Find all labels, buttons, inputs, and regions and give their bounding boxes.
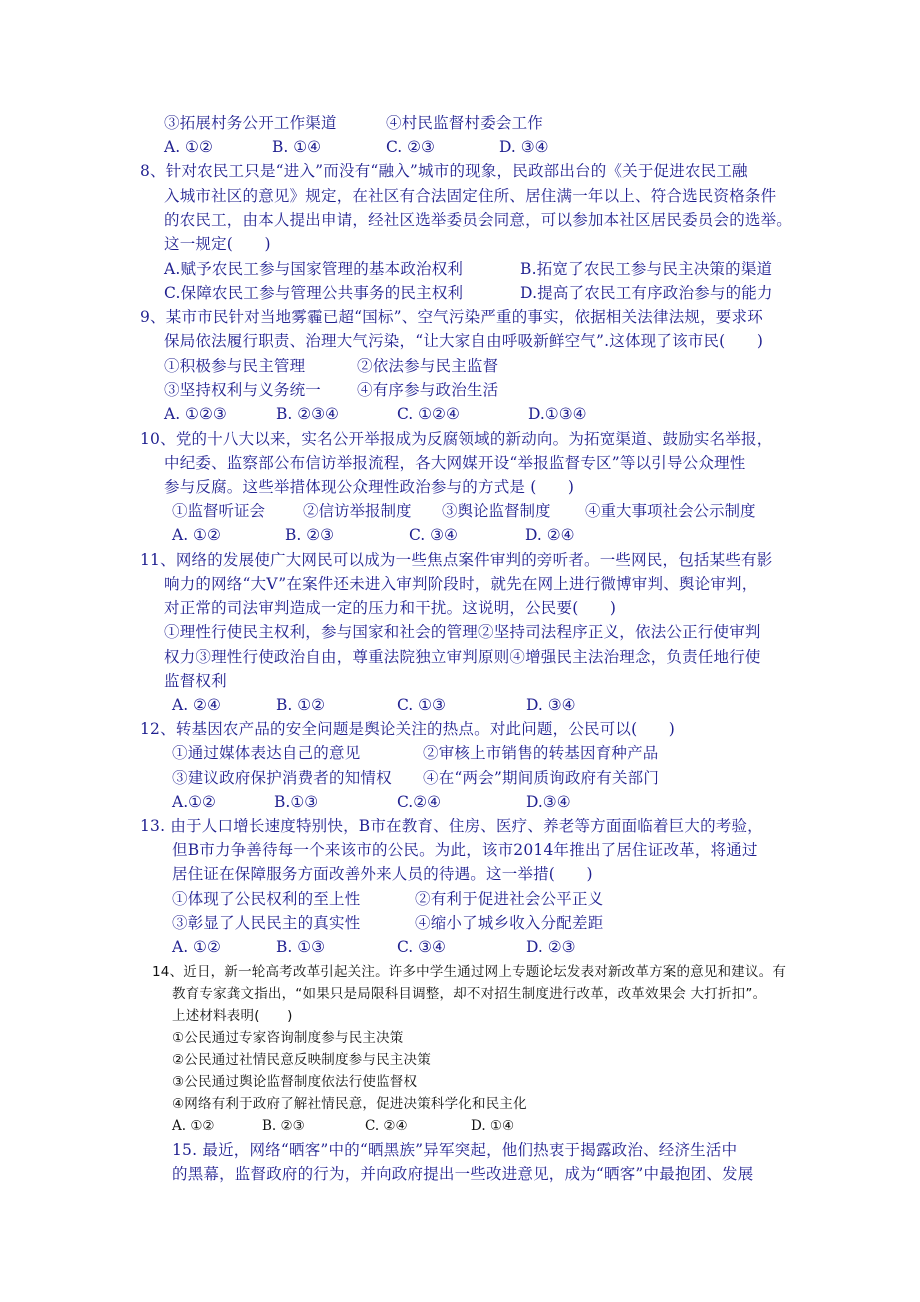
q7-item-3: ③拓展村务公开工作渠道 (164, 114, 337, 132)
q14-option-d: D. ①④ (471, 1118, 515, 1134)
q11-line: 监督权利 (164, 672, 227, 690)
q8-line: 入城市社区的意见》规定，在社区有合法固定住所、居住满一年以上、符合选民资格条件 (164, 187, 777, 205)
q10-line: 参与反腐。这些举措体现公众理性政治参与的方式是 ( ) (164, 478, 575, 496)
q14-option-c: C. ②④ (365, 1118, 408, 1134)
q11-option-c: C. ①③ (397, 696, 446, 714)
q8-option-a: A.赋予农民工参与国家管理的基本政治权利 (164, 260, 464, 278)
q11-line: 权力③理性行使政治自由，尊重法院独立审判原则④增强民主法治理念，负责任地行使 (164, 648, 761, 666)
q14-item-2: ②公民通过社情民意反映制度参与民主决策 (172, 1052, 431, 1068)
q9-line: 保局依法履行职责、治理大气污染，“让大家自由呼吸新鲜空气”.这体现了该市民( ) (164, 332, 764, 350)
q9-option-c: C. ①②④ (397, 405, 460, 423)
q12-item-1: ①通过媒体表达自己的意见 (172, 744, 361, 762)
q14-line: 教育专家龚文指出，“如果只是局限科目调整，却不对招生制度进行改革，改革效果会 大打折扣”。 (172, 986, 767, 1002)
q14-item-4: ④网络有利于政府了解社情民意，促进决策科学化和民主化 (172, 1096, 527, 1112)
q9-item-2: ②依法参与民主监督 (357, 357, 499, 375)
q13-line: 居住证在保障服务方面改善外来人员的待遇。这一举措( ) (172, 865, 593, 883)
q12-option-b: B.①③ (274, 793, 319, 811)
q11-line: 响力的网络“大V”在案件还未进入审判阶段时，就先在网上进行微博审判、舆论审判， (164, 575, 758, 593)
q15-line: 15. 最近，网络“晒客”中的“晒黑族”异军突起，他们热衷于揭露政治、经济生活中 (172, 1141, 738, 1159)
q12-item-2: ②审核上市销售的转基因育种产品 (423, 744, 659, 762)
q13-line: 但B市力争善待每一个来该市的公民。为此，该市2014年推出了居住证改革，将通过 (172, 841, 758, 859)
q13-item-3: ③彰显了人民民主的真实性 (172, 914, 361, 932)
q14-item-1: ①公民通过专家咨询制度参与民主决策 (172, 1030, 404, 1046)
q10-line: 中纪委、监察部公布信访举报流程，各大网媒开设“举报监督专区”等以引导公众理性 (164, 454, 746, 472)
q9-option-d: D.①③④ (528, 405, 587, 423)
q11-option-d: D. ③④ (526, 696, 576, 714)
q9-option-b: B. ②③④ (276, 405, 339, 423)
q7-option-a: A. ①② (164, 138, 213, 156)
q9-item-3: ③坚持权利与义务统一 (164, 381, 322, 399)
q11-option-b: B. ①② (276, 696, 326, 714)
q13-item-4: ④缩小了城乡收入分配差距 (415, 914, 604, 932)
q8-line: 的农民工，由本人提出申请，经社区选举委员会同意，可以参加本社区居民委员会的选举。 (164, 211, 793, 229)
q14-option-a: A. ①② (172, 1118, 215, 1134)
q13-item-2: ②有利于促进社会公平正义 (415, 890, 604, 908)
q7-item-4: ④村民监督村委会工作 (386, 114, 544, 132)
q7-option-c: C. ②③ (386, 138, 435, 156)
q10-line: 10、党的十八大以来，实名公开举报成为反腐领域的新动向。为拓宽渠道、鼓励实名举报， (140, 430, 773, 448)
q8-option-d: D.提高了农民工有序政治参与的能力 (520, 284, 773, 302)
q8-option-c: C.保障农民工参与管理公共事务的民主权利 (164, 284, 464, 302)
q10-item-2: ②信访举报制度 (303, 502, 412, 520)
q7-option-d: D. ③④ (499, 138, 549, 156)
q14-item-3: ③公民通过舆论监督制度依法行使监督权 (172, 1074, 418, 1090)
q10-option-c: C. ③④ (409, 526, 458, 544)
q14-line: 14、近日，新一轮高考改革引起关注。许多中学生通过网上专题论坛发表对新改革方案的意见和建议。有 (152, 964, 787, 980)
q12-item-4: ④在“两会”期间质询政府有关部门 (423, 769, 660, 787)
q10-option-a: A. ①② (172, 526, 221, 544)
q12-line: 12、转基因农产品的安全问题是舆论关注的热点。对此问题，公民可以( ) (140, 720, 676, 738)
q13-line: 13. 由于人口增长速度特别快，B市在教育、住房、医疗、养老等方面面临着巨大的考验， (140, 817, 763, 835)
q10-option-b: B. ②③ (285, 526, 335, 544)
q8-line: 这一规定( ) (164, 235, 271, 253)
q10-item-4: ④重大事项社会公示制度 (585, 502, 756, 520)
q9-line: 9、某市市民针对当地雾霾已超“国标”、空气污染严重的事实，依据相关法律法规，要求环 (140, 308, 763, 326)
q13-option-c: C. ③④ (397, 938, 446, 956)
q12-option-d: D.③④ (526, 793, 571, 811)
q11-line: 对正常的司法审判造成一定的压力和干扰。这说明，公民要( ) (164, 599, 617, 617)
q9-item-1: ①积极参与民主管理 (164, 357, 306, 375)
q12-item-3: ③建议政府保护消费者的知情权 (172, 769, 392, 787)
q8-option-b: B.拓宽了农民工参与民主决策的渠道 (520, 260, 773, 278)
q13-option-b: B. ①③ (276, 938, 326, 956)
q10-item-1: ①监督听证会 (172, 502, 266, 520)
q12-option-a: A.①② (172, 793, 216, 811)
q13-option-d: D. ②③ (526, 938, 576, 956)
q12-option-c: C.②④ (397, 793, 442, 811)
q9-option-a: A. ①②③ (164, 405, 227, 423)
q8-line: 8、针对农民工只是“进入”而没有“融入”城市的现象，民政部出台的《关于促进农民工融 (140, 162, 748, 180)
q10-item-3: ③舆论监督制度 (442, 502, 551, 520)
q7-option-b: B. ①④ (272, 138, 322, 156)
q11-option-a: A. ②④ (172, 696, 221, 714)
q13-item-1: ①体现了公民权利的至上性 (172, 890, 361, 908)
q14-option-b: B. ②③ (262, 1118, 305, 1134)
q13-option-a: A. ①② (172, 938, 221, 956)
q10-option-d: D. ②④ (525, 526, 575, 544)
q15-line: 的黑幕，监督政府的行为，并向政府提出一些改进意见，成为“晒客”中最抱团、发展 (172, 1165, 754, 1183)
q14-line: 上述材料表明( ) (172, 1008, 293, 1024)
q11-line: 11、网络的发展使广大网民可以成为一些焦点案件审判的旁听者。一些网民，包括某些有影 (140, 551, 773, 569)
q11-line: ①理性行使民主权利，参与国家和社会的管理②坚持司法程序正义，依法公正行使审判 (164, 623, 761, 641)
q9-item-4: ④有序参与政治生活 (357, 381, 499, 399)
